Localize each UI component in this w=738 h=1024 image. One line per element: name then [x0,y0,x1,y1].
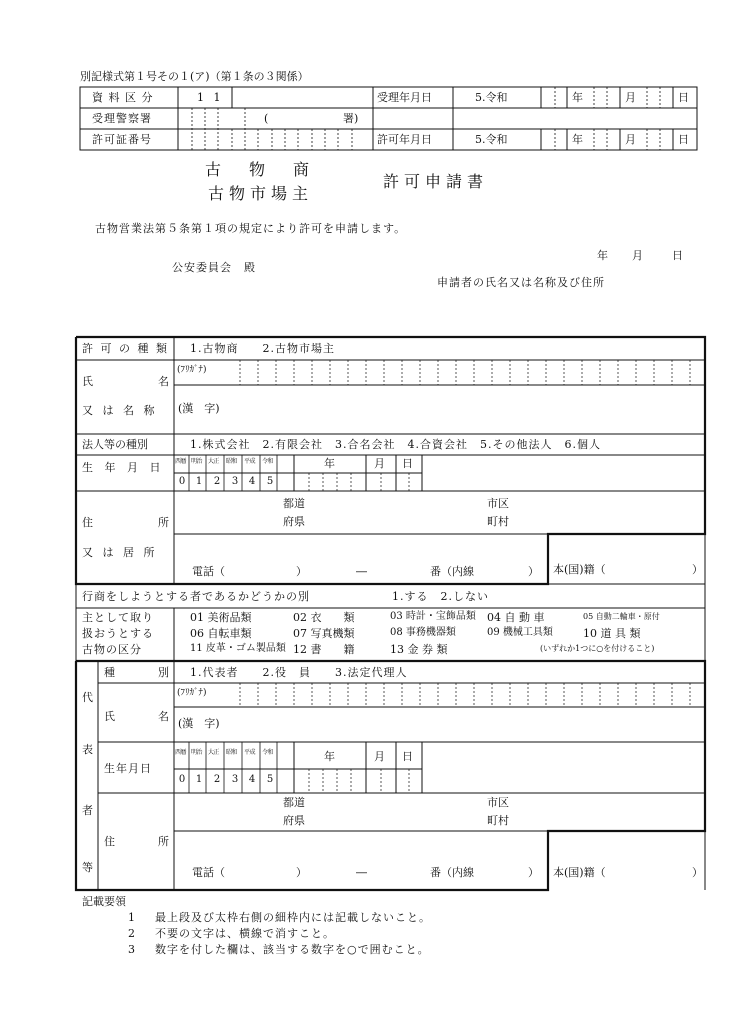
label-permit-type: 許 可 の 種 類 [82,342,169,355]
era-heisei[interactable]: 平成 [244,458,256,465]
rep-label-type-1: 種 [104,666,115,679]
title-line-1: 古 物 商 [205,160,316,179]
era-code-5[interactable]: 5 [266,476,274,487]
label-address-1: 住 [82,516,93,529]
era-seireki[interactable]: 西暦 [175,458,187,465]
header-label-receipt-date: 受理年月日 [377,91,432,104]
intro-date-year: 年 [597,249,608,262]
intro-applicant-label: 申請者の氏名又は名称及び住所 [437,276,605,289]
goods-02[interactable]: 02 衣 類 [293,611,355,624]
address-city-2: 町村 [487,515,509,528]
note-2-text: 不要の文字は、横線で消すこと。 [155,927,335,940]
goods-08[interactable]: 08 事務機器類 [390,627,456,638]
notes-title: 記載要領 [82,895,126,908]
label-birth: 生 年 月 日 [82,461,165,474]
rep-phone-close: ） [296,866,307,879]
label-name-3: 又 は 名 称 [82,404,158,417]
goods-03-text: 03 時計・宝飾品類 [390,611,476,622]
intro-statement: 古物営業法第５条第１項の規定により許可を申請します。 [95,222,407,235]
rep-type-options[interactable]: 1.代表者 2.役 員 3.法定代理人 [190,666,408,679]
rep-label-address-2: 所 [158,835,169,848]
era-code-2[interactable]: 2 [213,476,221,487]
goods-09[interactable]: 09 機械工具類 [487,627,553,638]
title-application: 許可申請書 [383,172,489,191]
header-receipt-day: 日 [678,91,689,104]
rep-era-code-5[interactable]: 5 [266,774,274,785]
rep-label-name-2: 名 [158,710,169,723]
era-showa[interactable]: 昭和 [226,458,238,465]
goods-06[interactable]: 06 自転車類 [190,627,252,640]
rep-era-code-0[interactable]: 0 [178,774,186,785]
phone-label[interactable]: 電話（ [192,565,225,578]
rep-address-pref-2: 府県 [283,814,305,827]
name-kanji-field[interactable]: (漢 字) [178,402,220,415]
rep-era-meiji[interactable]: 明治 [191,749,203,756]
label-corp-type: 法人等の種別 [82,438,148,451]
rep-birth-day-label: 日 [402,750,413,763]
intro-addressee: 公安委員会 殿 [172,261,256,274]
peddler-options[interactable]: 1.する 2.しない [392,590,489,603]
address-pref-1: 都道 [283,497,305,510]
title-line-2: 古物市場主 [208,184,314,203]
address-pref-2: 府県 [283,515,305,528]
rep-birth-month-label: 月 [374,750,385,763]
era-code-3[interactable]: 3 [231,476,239,487]
label-name-2: 名 [158,375,169,388]
goods-07[interactable]: 07 写真機類 [293,627,355,640]
phone-ext-label[interactable]: 番（内線 [430,565,474,578]
form-identifier: 別記様式第１号その１(ア)（第１条の３関係） [80,70,309,83]
header-label-police-station: 受理警察署 [92,112,152,125]
label-goods-3: 古物の区分 [82,643,142,656]
phone-dash: ― [356,565,367,578]
header-data-category-value: 1 1 [197,91,224,104]
phone-ext-close: ） [528,565,539,578]
rep-era-taisho[interactable]: 大正 [208,749,220,756]
rep-domicile-close: ） [692,866,703,879]
domicile-label[interactable]: 本(国)籍（ [553,563,606,576]
rep-side-label-3: 者 [82,804,93,817]
name-furigana-field[interactable]: (ﾌﾘｶﾞﾅ) [177,365,207,375]
header-label-data-category: 資 料 区 分 [92,91,154,104]
note-3-num: 3 [128,943,135,956]
goods-13[interactable]: 13 金 券 類 [390,643,448,656]
birth-month-label: 月 [374,457,385,470]
goods-01[interactable]: 01 美術品類 [190,611,252,624]
rep-address-pref-1: 都道 [283,796,305,809]
rep-era-code-1[interactable]: 1 [195,774,203,785]
header-receipt-era: 5.令和 [475,91,508,104]
goods-12[interactable]: 12 書 籍 [293,643,355,656]
rep-furigana-field[interactable]: (ﾌﾘｶﾞﾅ) [177,688,207,698]
rep-era-seireki[interactable]: 西暦 [175,749,187,756]
rep-domicile-label[interactable]: 本(国)籍（ [553,866,606,879]
rep-phone-ext-label[interactable]: 番（内線 [430,866,474,879]
domicile-close: ） [692,563,703,576]
header-permit-month: 月 [625,133,636,146]
goods-10[interactable]: 10 道 具 類 [583,627,641,640]
goods-11[interactable]: 11 皮革・ゴム製品類 [190,643,286,654]
era-reiwa[interactable]: 令和 [262,458,274,465]
rep-side-label-1: 代 [82,691,93,704]
goods-04[interactable]: 04 自 動 車 [487,611,545,624]
rep-era-heisei[interactable]: 平成 [244,749,256,756]
header-permit-day: 日 [678,133,689,146]
label-peddler: 行商をしようとする者であるかどうかの別 [82,590,310,603]
rep-era-code-3[interactable]: 3 [231,774,239,785]
birth-year-label: 年 [324,457,335,470]
header-label-permit-number: 許可証番号 [92,133,152,146]
birth-day-label: 日 [402,457,413,470]
goods-instruction: (いずれか1つに○を付けること) [540,644,655,653]
rep-label-address-1: 住 [104,835,115,848]
header-receipt-month: 月 [625,91,636,104]
era-taisho[interactable]: 大正 [208,458,220,465]
rep-birth-year-label: 年 [324,750,335,763]
label-goods-2: 扱おうとする [82,627,154,640]
rep-phone-ext-close: ） [528,866,539,879]
header-label-permit-date: 許可年月日 [377,133,432,146]
label-name-1: 氏 [82,375,93,388]
rep-address-city-1: 市区 [487,796,509,809]
intro-date-month: 月 [632,249,643,262]
rep-label-name-1: 氏 [104,710,115,723]
era-code-4[interactable]: 4 [248,476,256,487]
rep-kanji-field[interactable]: (漢 字) [178,717,220,730]
note-2-num: 2 [128,927,135,940]
rep-era-code-2[interactable]: 2 [213,774,221,785]
rep-side-label-2: 表 [82,743,93,756]
address-city-1: 市区 [487,497,509,510]
rep-phone-label[interactable]: 電話（ [192,866,225,879]
note-1-text: 最上段及び太枠右側の細枠内には記載しないこと。 [155,911,431,924]
permit-type-options[interactable]: 1.古物商 2.古物市場主 [190,342,335,355]
goods-05[interactable]: 05 自動二輪車・原付 [583,612,660,621]
label-goods-1: 主として取り [82,611,154,624]
label-address-3: 又 は 居 所 [82,546,158,559]
header-permit-era: 5.令和 [475,133,508,146]
rep-phone-dash: ― [356,866,367,879]
era-code-0[interactable]: 0 [178,476,186,487]
rep-era-reiwa[interactable]: 令和 [262,749,274,756]
rep-label-birth: 生年月日 [104,762,152,775]
label-address-2: 所 [158,516,169,529]
header-police-paren-open: ( [264,112,269,125]
phone-close: ） [296,565,307,578]
rep-era-code-4[interactable]: 4 [248,774,256,785]
rep-address-city-2: 町村 [487,814,509,827]
note-1-num: 1 [128,911,135,924]
rep-era-showa[interactable]: 昭和 [226,749,238,756]
era-code-1[interactable]: 1 [195,476,203,487]
header-receipt-year: 年 [572,91,583,104]
header-police-paren-close: 署) [343,112,359,125]
header-permit-year: 年 [572,133,583,146]
note-3-text: 数字を付した欄は、該当する数字を○で囲むこと。 [155,943,430,956]
era-meiji[interactable]: 明治 [191,458,203,465]
rep-side-label-4: 等 [82,861,93,874]
goods-03[interactable] [390,612,476,622]
rep-label-type-2: 別 [158,666,169,679]
corp-type-options[interactable]: 1.株式会社 2.有限会社 3.合名会社 4.合資会社 5.その他法人 6.個人 [190,438,601,451]
intro-date-day: 日 [672,249,683,262]
